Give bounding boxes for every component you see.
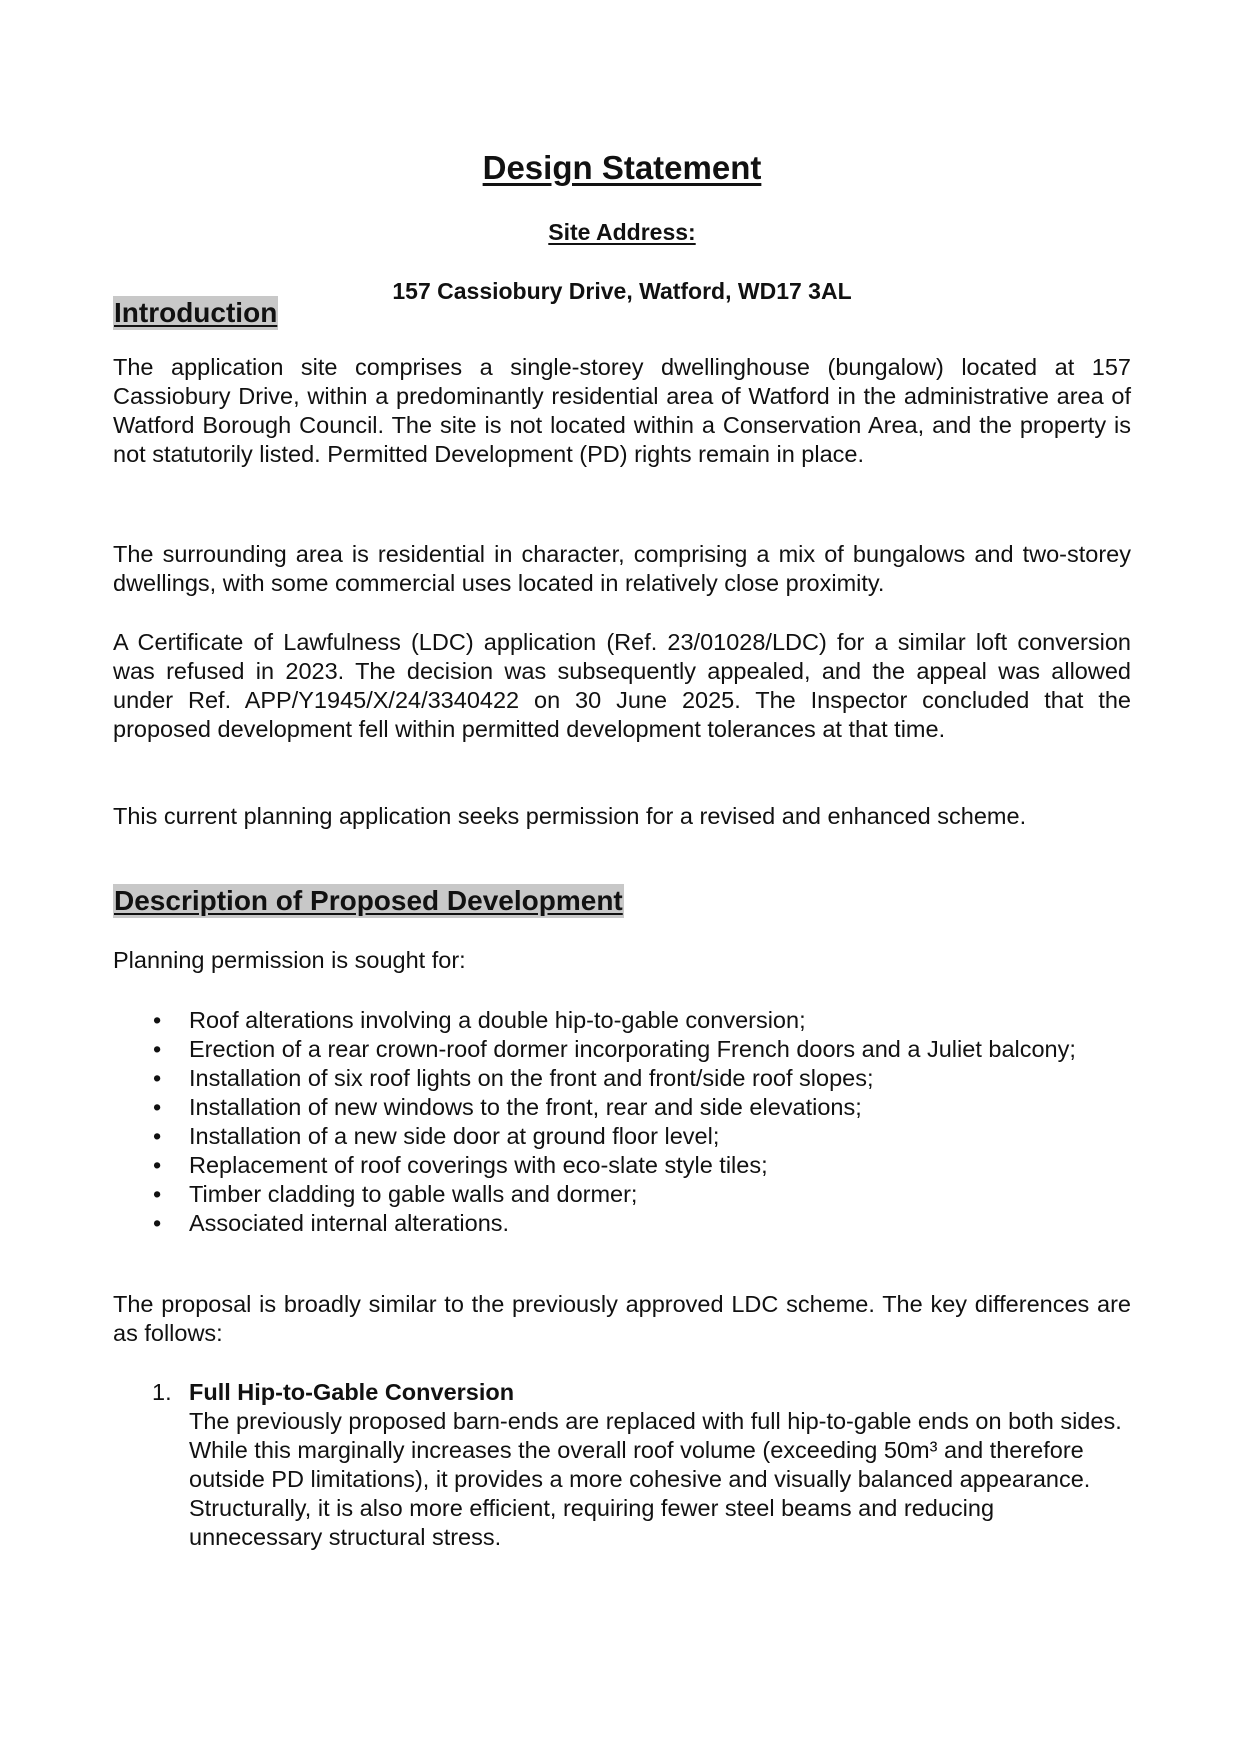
list-item-text: Installation of new windows to the front, rear and side elevations;: [189, 1094, 862, 1120]
proposed-development-intro: Planning permission is sought for:: [113, 947, 466, 973]
bullet-icon: •: [153, 1094, 162, 1120]
bullet-icon: •: [153, 1036, 162, 1062]
bullet-icon: •: [153, 1065, 162, 1091]
list-item-text: Replacement of roof coverings with eco-slate style tiles;: [189, 1152, 768, 1178]
bullet-icon: •: [153, 1210, 162, 1236]
list-item: [113, 1035, 1131, 1064]
differences-list: [113, 1378, 1131, 1552]
bullet-icon: •: [153, 1123, 162, 1149]
difference-item: [113, 1378, 1131, 1552]
list-item-text: Associated internal alterations.: [189, 1210, 510, 1236]
difference-body: The previously proposed barn-ends are replaced with full hip-to-gable ends on both sides. While this marginally increases the overall roof volume (exceeding 50m³ and therefore outside PD limitations), it provides a more cohesive and visually balanced appearance. Structurally, it is also more efficient, requiring fewer steel beams and reducing unnecessary structural stress.: [189, 1408, 1122, 1550]
list-item: [113, 1180, 1131, 1209]
site-address: 157 Cassiobury Drive, Watford, WD17 3AL: [392, 278, 852, 304]
introduction-heading: Introduction: [114, 297, 278, 328]
bullet-icon: •: [153, 1152, 162, 1178]
site-address-label: Site Address:: [548, 219, 696, 245]
list-item: [113, 1093, 1131, 1122]
introduction-paragraph-3: A Certificate of Lawfulness (LDC) application (Ref. 23/01028/LDC) for a similar loft conversion was refused in 2023. The decision was subsequently appealed, and the appeal was allowed under Ref. APP/Y1945/X/24/3340422 on 30 June 2025. The Inspector concluded that the proposed development fell within permitted development tolerances at that time.: [113, 629, 1131, 742]
introduction-paragraph-2: The surrounding area is residential in character, comprising a mix of bungalows and two-storey dwellings, with some commercial uses located in relatively close proximity.: [113, 541, 1131, 596]
list-item: [113, 1006, 1131, 1035]
introduction-paragraph-1: The application site comprises a single-storey dwellinghouse (bungalow) located at 157 Cassiobury Drive, within a predominantly residential area of Watford in the administrative area of Watford Borough Council. The site is not located within a Conservation Area, and the property is not statutorily listed. Permitted Development (PD) rights remain in place.: [113, 354, 1131, 467]
proposed-works-list: [113, 1006, 1131, 1238]
difference-title: Full Hip-to-Gable Conversion: [189, 1379, 515, 1405]
list-item-text: Roof alterations involving a double hip-to-gable conversion;: [189, 1007, 806, 1033]
bullet-icon: •: [153, 1007, 162, 1033]
list-item: [113, 1064, 1131, 1093]
list-item: [113, 1151, 1131, 1180]
list-item-text: Timber cladding to gable walls and dormer;: [189, 1181, 638, 1207]
list-item-text: Erection of a rear crown-roof dormer incorporating French doors and a Juliet balcony;: [189, 1036, 1076, 1062]
list-item-text: Installation of six roof lights on the front and front/side roof slopes;: [189, 1065, 874, 1091]
proposed-development-heading: Description of Proposed Development: [114, 885, 623, 916]
differences-intro: The proposal is broadly similar to the previously approved LDC scheme. The key differences are as follows:: [113, 1291, 1131, 1346]
document-title: Design Statement: [482, 149, 762, 186]
list-item: [113, 1209, 1131, 1238]
introduction-paragraph-4: This current planning application seeks permission for a revised and enhanced scheme.: [113, 803, 1027, 829]
difference-number: 1.: [152, 1379, 172, 1405]
list-item-text: Installation of a new side door at ground floor level;: [189, 1123, 720, 1149]
list-item: [113, 1122, 1131, 1151]
bullet-icon: •: [153, 1181, 162, 1207]
